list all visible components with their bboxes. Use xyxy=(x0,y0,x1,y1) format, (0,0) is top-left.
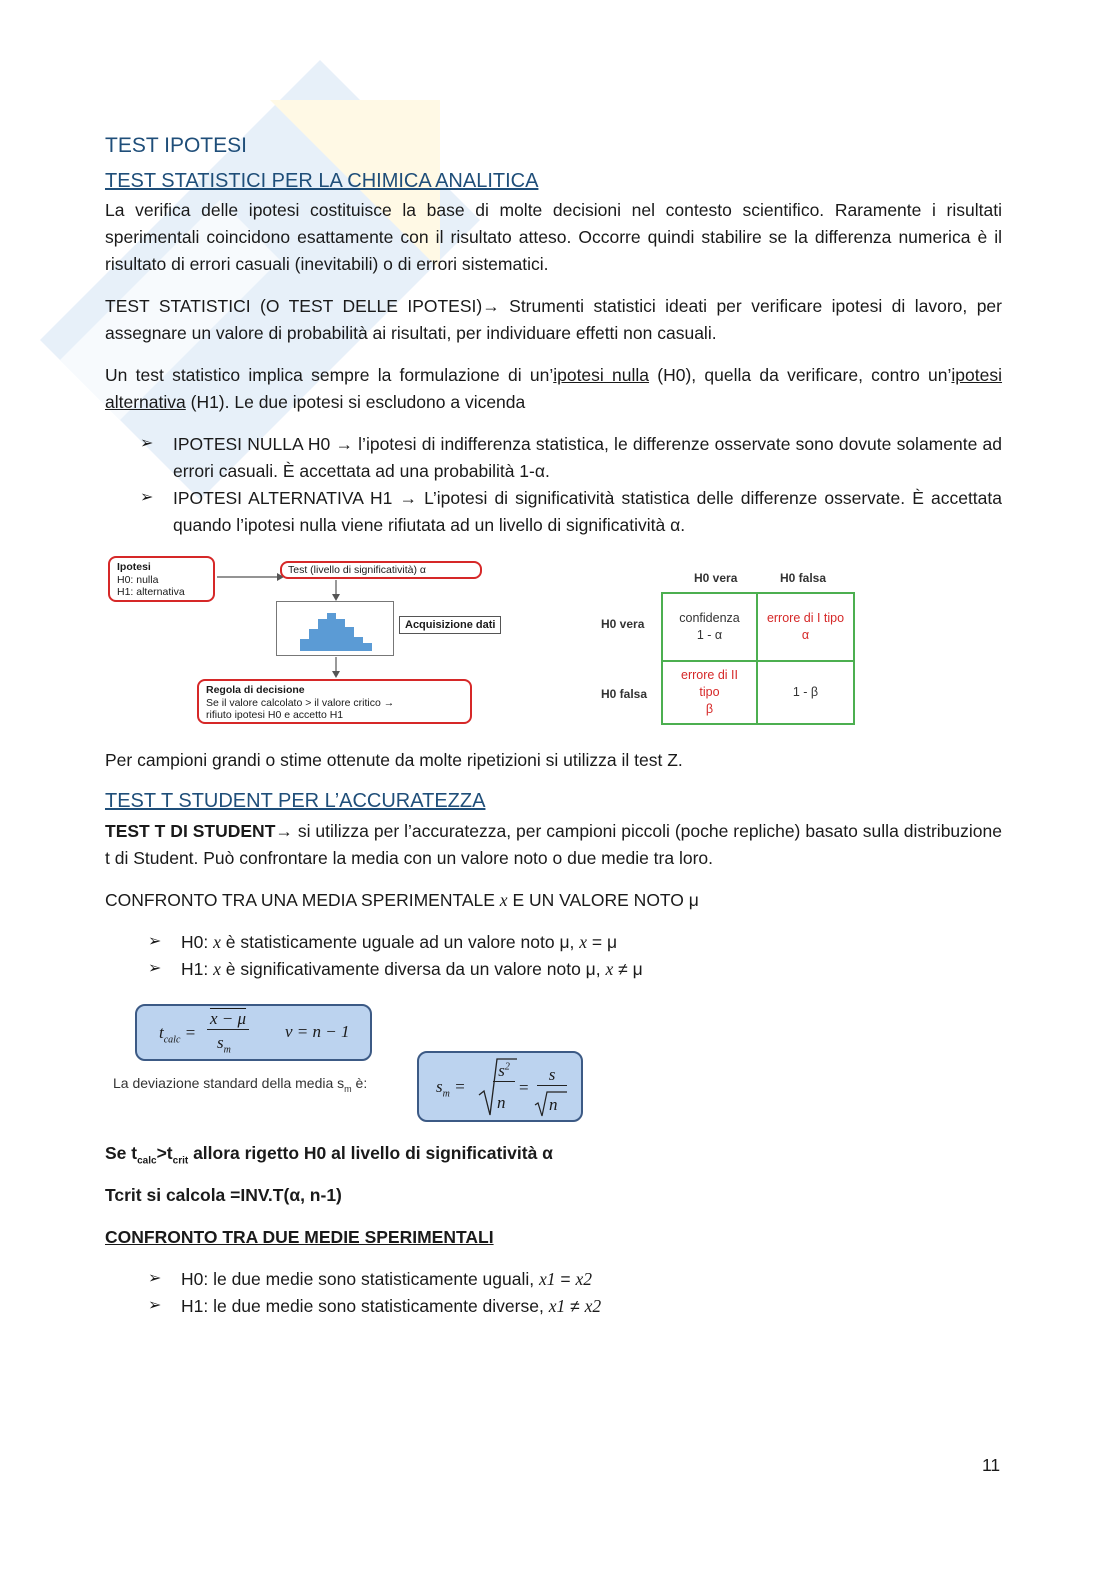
cell-potenza: 1 - β xyxy=(792,685,819,699)
flow-box-acquisizione: Acquisizione dati xyxy=(399,616,501,634)
bullet-arrow-icon: ➢ xyxy=(148,933,162,950)
bullet-h1-due-medie: H1: le due medie sono statisticamente diverse, x1 ≠ x2 xyxy=(181,1296,602,1316)
paragraph-test-t: TEST T DI STUDENT→ si utilizza per l’accuratezza, per campioni piccoli (poche repliche) basato sulla distribuzione t di Student. Può confrontare la media con un valore noto o due medie tra loro. xyxy=(105,821,1002,868)
heading-confronto-media-valore: CONFRONTO TRA UNA MEDIA SPERIMENTALE x E UN VALORE NOTO μ xyxy=(105,890,699,910)
bullet-h1-media: H1: x è significativamente diversa da un valore noto μ, x ≠ μ xyxy=(181,959,643,979)
rule-t-calc-t-crit: Se $t_{calc}>t_{crit}$ allora rigetto H0 al livello di significatività α xyxy=(105,1143,553,1167)
bullet-ipotesi-nulla: IPOTESI NULLA H0 → l’ipotesi di indifferenza statistica, le differenze osservate sono dovute solamente ad errori casuali. È accettata ad una probabilità 1-α. xyxy=(173,434,1002,481)
flow-box-ipotesi: Ipotesi H0: nulla H1: alternativa xyxy=(108,556,215,602)
bullet-arrow-icon: ➢ xyxy=(148,960,162,977)
link-ipotesi-alternativa: ipotesi alternativa xyxy=(105,365,1003,412)
bullet-arrow-icon: ➢ xyxy=(140,489,154,506)
flow-box-regola: Regola di decisione Se il valore calcolato > il valore critico → rifiuto ipotesi H0 e accetto H1 xyxy=(197,679,472,724)
paragraph-test-statistici: TEST STATISTICI (O TEST DELLE IPOTESI)→ Strumenti statistici ideati per verificare ipotesi di lavoro, per assegnare un valore di probabilità ai risultati, per individuare effetti non casuali. xyxy=(105,296,1002,343)
bullet-h0-due-medie: H0: le due medie sono statisticamente uguali, x1 = x2 xyxy=(181,1269,592,1289)
bullet-arrow-icon: ➢ xyxy=(140,435,154,452)
page-heading: TEST IPOTESI xyxy=(105,134,247,157)
error-table xyxy=(661,592,855,725)
flow-arrow-down xyxy=(330,580,342,602)
cell-errore-secondo-tipo: errore di II tipo β xyxy=(681,668,738,716)
section-title-statistici: TEST STATISTICI PER LA CHIMICA ANALITICA xyxy=(105,170,539,192)
table-col-header: H0 falsa xyxy=(780,571,827,585)
bullet-ipotesi-alternativa: IPOTESI ALTERNATIVA H1 → L’ipotesi di significatività statistica delle differenze osservate. È accettata quando l’ipotesi nulla viene rifiutata ad un livello di significatività α. xyxy=(173,488,1002,535)
bullet-h0-media: H0: x è statisticamente uguale ad un valore noto μ, x = μ xyxy=(181,932,618,952)
flow-arrow-down xyxy=(330,657,342,679)
link-ipotesi-nulla: ipotesi nulla xyxy=(553,365,650,385)
cell-errore-primo-tipo: errore di I tipo α xyxy=(766,611,845,642)
page-number: 11 xyxy=(982,1455,1001,1475)
cell-confidenza: confidenza 1 - α xyxy=(679,611,740,642)
tcrit-formula: Tcrit si calcola =INV.T(α, n-1) xyxy=(105,1185,342,1205)
histogram-image xyxy=(276,601,394,656)
table-row-header: H0 vera xyxy=(601,617,645,631)
section-title-t-student: TEST T STUDENT PER L’ACCURATEZZA xyxy=(105,790,486,812)
paragraph-ipotesi: Un test statistico implica sempre la formulazione di un’ipotesi nulla (H0), quella da verificare, contro un’ipotesi alternativa (H1). Le due ipotesi si escludono a vicenda xyxy=(105,365,1003,412)
flow-box-test: Test (livello di significatività) α xyxy=(280,561,482,579)
formula-t-calc: $t_{calc}$ = x − μ $s_m$ ν = n − 1 xyxy=(135,1004,372,1061)
label-deviazione-standard: La deviazione standard della media $s_m$ è: xyxy=(113,1075,368,1094)
bullet-arrow-icon: ➢ xyxy=(148,1270,162,1287)
paragraph-intro: La verifica delle ipotesi costituisce la base di molte decisioni nel contesto scientifico. Raramente i risultati sperimentali coincidono esattamente con il risultato atteso. Occorre quindi stabilire se la differenza numerica è il risultato di errori casuali (inevitabili) o di errori sistematici. xyxy=(105,200,1002,274)
flow-arrow-right xyxy=(215,565,285,585)
paragraph-test-z: Per campioni grandi o stime ottenute da molte ripetizioni si utilizza il test Z. xyxy=(105,750,683,770)
bullet-arrow-icon: ➢ xyxy=(148,1297,162,1314)
heading-confronto-due-medie: CONFRONTO TRA DUE MEDIE SPERIMENTALI xyxy=(105,1227,494,1247)
formula-sm: $s_m$ = $s^2$ n = s n xyxy=(417,1051,583,1122)
table-row-header: H0 falsa xyxy=(601,687,648,701)
table-col-header: H0 vera xyxy=(694,571,738,585)
